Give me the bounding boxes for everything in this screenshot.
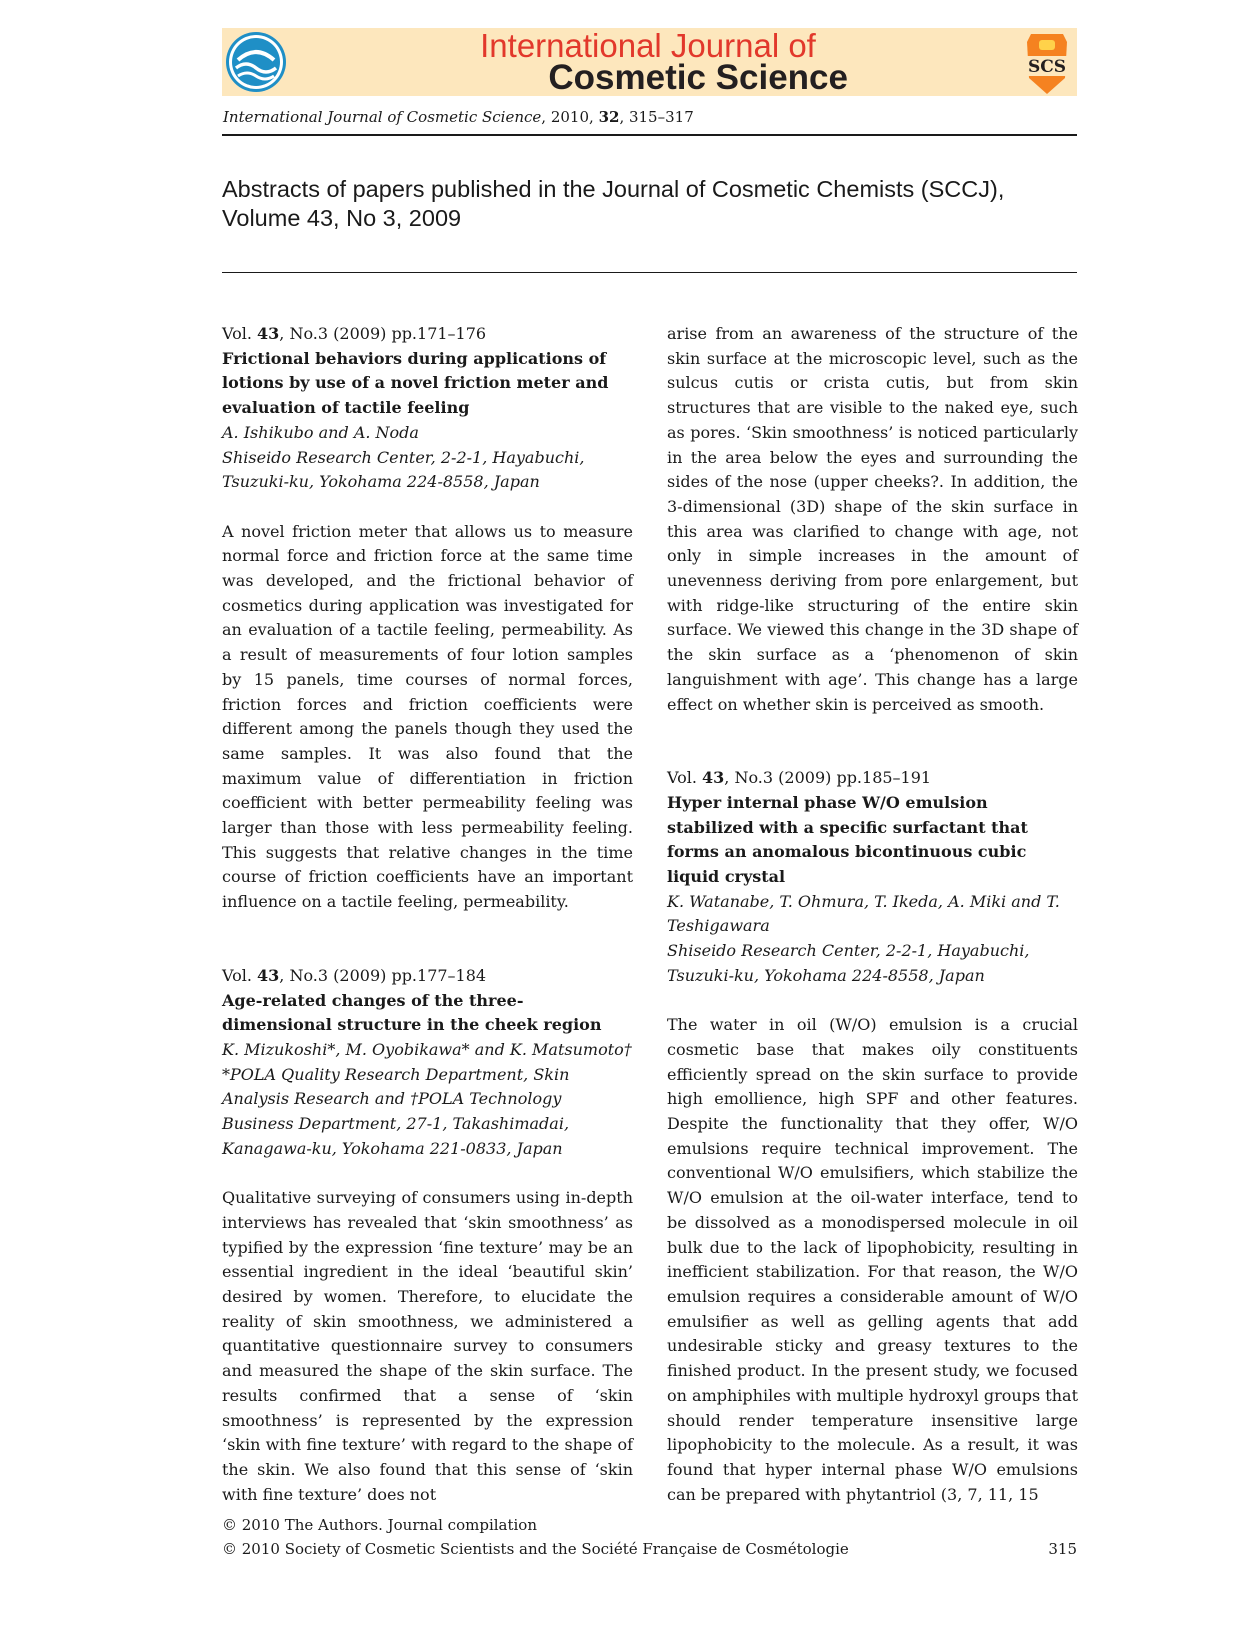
article-3-authors: K. Watanabe, T. Ohmura, T. Ikeda, A. Miki and T. Teshigawara [667,891,1060,936]
article-3-abstract: The water in oil (W/O) emulsion is a crucial cosmetic base that makes oily constituents efficiently spread on the skin surface to provide high emollience, high SPF and other features. Despite the functionality that they offer, W/O emulsions require technical improvement. The conventional W/O emulsifiers, which stabilize the W/O emulsion at the oil-water interface, tend to be dissolved as a monodispersed molecule in oil bulk due to the lack of lipophobicity, resulting in inefficient stabilization. For that reason, the W/O emulsion requires a considerable amount of W/O emulsifier as well as gelling agents that add undesirable sticky and greasy textures to the finished product. In the present study, we focused on amphiphiles with multiple hydroxyl groups that should render temperature insensitive large lipophobicity to the molecule. As a result, it was found that hyper internal phase W/O emulsions can be prepared with phytantriol (3, 7, 11, 15 [667,1015,1078,1504]
article-1-affiliation: Shiseido Research Center, 2-2-1, Hayabuchi, Tsuzuki-ku, Yokohama 224-8558, Japan [222,447,585,492]
article-3-volume: Vol. 43, No.3 (2009) pp.185–191 [667,768,932,788]
left-column [222,322,633,1507]
article-3-header [667,766,1078,988]
article-2-volume: Vol. 43, No.3 (2009) pp.177–184 [222,965,487,985]
society-logo-icon [1021,30,1073,96]
article-3-affiliation: Shiseido Research Center, 2-2-1, Hayabuchi, Tsuzuki-ku, Yokohama 224-8558, Japan [667,941,1030,985]
society-logo-text: SCS [1027,57,1067,77]
citation-volume: 32 [598,108,620,126]
citation-journal: International Journal of Cosmetic Science [223,108,542,126]
article-1-title: Frictional behaviors during applications of lotions by use of a novel friction meter and evaluation of tactile feeling [222,348,609,418]
citation-line: International Journal of Cosmetic Science, 2010, 32, 315–317 [223,108,694,126]
page-footer [222,1513,1077,1561]
article-1-header [222,322,633,495]
article-2-authors: K. Mizukoshi*, M. Oyobikawa* and K. Matsumoto† [222,1039,632,1059]
copyright-line1: © 2010 The Authors. Journal compilation [222,1516,537,1534]
article-2-header [222,964,633,1162]
page-number: 315 [1048,1540,1077,1558]
header-rule [222,134,1077,136]
page-title-line1: Abstracts of papers published in the Journal of Cosmetic Chemists (SCCJ), [222,176,1005,202]
journal-banner [222,28,1077,96]
article-3-title: Hyper internal phase W/O emulsion stabilized with a specific surfactant that forms an anomalous bicontinuous cubic liquid crystal [667,792,1028,887]
article-2-title: Age-related changes of the three-dimensional structure in the cheek region [222,990,602,1035]
article-1-abstract: A novel friction meter that allows us to measure normal force and friction force at the same time was developed, and the frictional behavior of cosmetics during application was investigated for an evaluation of a tactile feeling, permeability. As a result of measurements of four lotion samples by 15 panels, time courses of normal forces, friction forces and friction coefficients were different among the panels though they used the same samples. It was also found that the maximum value of differentiation in friction coefficient with better permeability feeling was larger than those with less permeability feeling. This suggests that relative changes in the time course of friction coefficients have an important influence on a tactile feeling, permeability. [222,521,633,912]
article-2-abstract-part1: Qualitative surveying of consumers using in-depth interviews has revealed that ‘skin smoothness’ as typified by the expression ‘fine texture’ may be an essential ingredient in the ideal ‘beautiful skin’ desired by women. Therefore, to elucidate the reality of skin smoothness, we administered a quantitative questionnaire survey to consumers and measured the shape of the skin surface. The results confirmed that a sense of ‘skin smoothness’ is represented by the expression ‘skin with fine texture’ with regard to the shape of the skin. We also found that this sense of ‘skin with fine texture’ does not [222,1188,633,1504]
citation-year: 2010, [550,108,594,126]
page-title-line2: Volume 43, No 3, 2009 [222,205,462,231]
journal-logo-icon [224,30,288,94]
right-column [667,322,1078,1507]
article-2-abstract-part2: arise from an awareness of the structure of the skin surface at the microscopic level, such as the sulcus cutis or crista cutis, but from skin structures that are visible to the naked eye, such as pores. ‘Skin smoothness’ is noticed particularly in the area below the eyes and surrounding the sides of the nose (upper cheeks?. In addition, the 3-dimensional (3D) shape of the skin surface in this area was clarified to change with age, not only in simple increases in the amount of unevenness deriving from pore enlargement, but with ridge-like structuring of the entire skin surface. We viewed this change in the 3D shape of the skin surface as a ‘phenomenon of skin languishment with age’. This change has a large effect on whether skin is perceived as smooth. [667,324,1078,714]
title-rule [222,272,1077,273]
article-1-volume: Vol. 43, No.3 (2009) pp.171–176 [222,324,487,343]
article-1-authors: A. Ishikubo and A. Noda [222,422,419,442]
article-2-affiliation: *POLA Quality Research Department, Skin Analysis Research and †POLA Technology Business Department, 27-1, Takashimadai, Kanagawa-ku, Yokohama 221-0833, Japan [222,1064,570,1158]
copyright-line2: © 2010 Society of Cosmetic Scientists and the Société Française de Cosmétologie [222,1540,849,1558]
journal-title-line1: International Journal of [480,27,816,64]
page-title [222,175,1082,233]
journal-title-line2: Cosmetic Science [548,58,848,97]
citation-pages: , 315–317 [619,108,694,126]
